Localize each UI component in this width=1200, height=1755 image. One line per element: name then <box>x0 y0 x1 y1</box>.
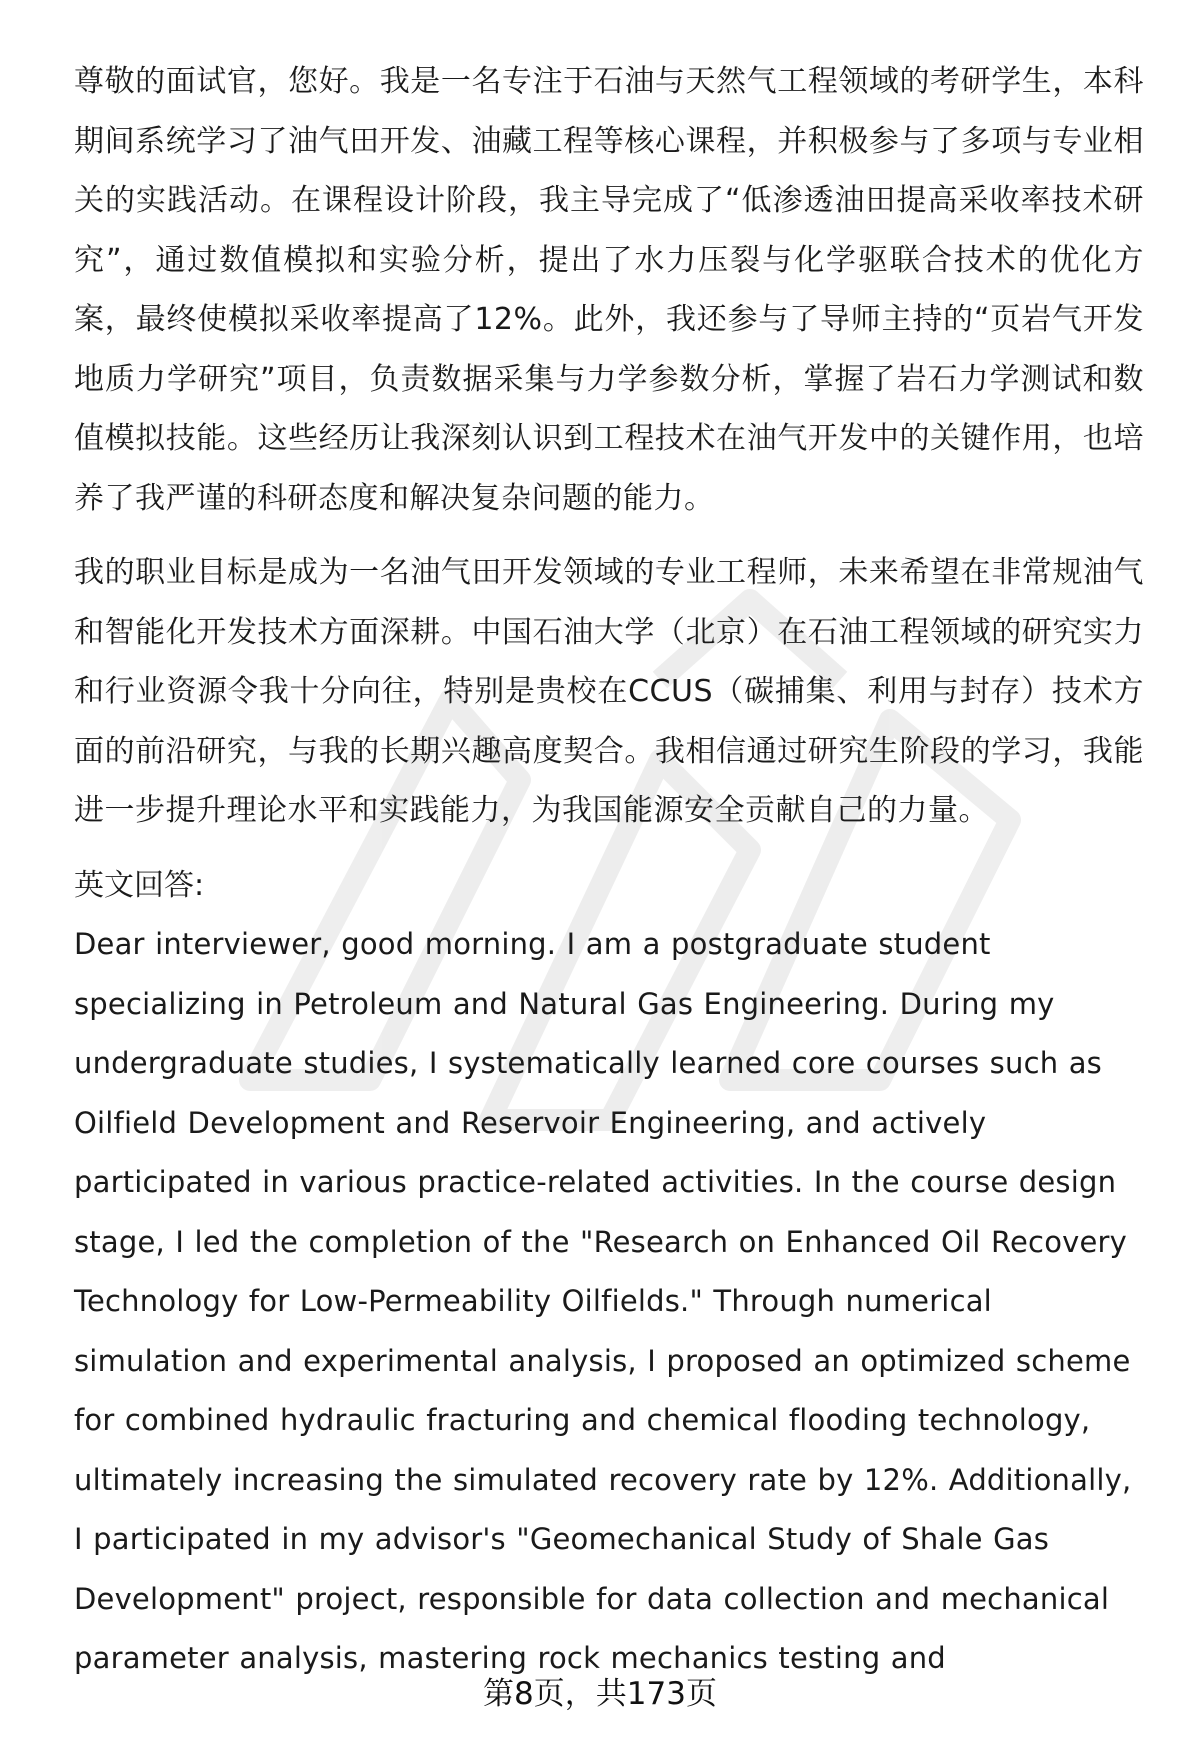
document-body <box>74 52 1144 1689</box>
page-number: 第8页，共173页 <box>483 1676 717 1712</box>
english-paragraph: Dear interviewer, good morning. I am a postgraduate student specializing in Petroleum and Natural Gas Engineering. During my undergraduate studies, I systematically learned core courses such as Oilfield Development and Reservoir Engineering, and actively participated in various practice-related activities. In the course design stage, I led the completion of the "Research on Enhanced Oil Recovery Technology for Low-Permeability Oilfields." Through numerical simulation and experimental analysis, I proposed an optimized scheme for combined hydraulic fracturing and chemical flooding technology, ultimately increasing the simulated recovery rate by 12%. Additionally, I participated in my advisor's "Geomechanical Study of Shale Gas Development" project, responsible for data collection and mechanical parameter analysis, mastering rock mechanics testing and <box>74 927 1132 1675</box>
english-answer-label: 英文回答: <box>74 867 205 903</box>
chinese-paragraph-career-goal: 我的职业目标是成为一名油气田开发领域的专业工程师，未来希望在非常规油气和智能化开发技术方面深耕。中国石油大学（北京）在石油工程领域的研究实力和行业资源令我十分向往，特别是贵校在CCUS（碳捕集、利用与封存）技术方面的前沿研究，与我的长期兴趣高度契合。我相信通过研究生阶段的学习，我能进一步提升理论水平和实践能力，为我国能源安全贡献自己的力量。 <box>74 555 1144 828</box>
chinese-paragraph-intro: 尊敬的面试官，您好。我是一名专注于石油与天然气工程领域的考研学生，本科期间系统学习了油气田开发、油藏工程等核心课程，并积极参与了多项与专业相关的实践活动。在课程设计阶段，我主导完成了“低渗透油田提高采收率技术研究”，通过数值模拟和实验分析，提出了水力压裂与化学驱联合技术的优化方案，最终使模拟采收率提高了12%。此外，我还参与了导师主持的“页岩气开发地质力学研究”项目，负责数据采集与力学参数分析，掌握了岩石力学测试和数值模拟技能。这些经历让我深刻认识到工程技术在油气开发中的关键作用，也培养了我严谨的科研态度和解决复杂问题的能力。 <box>74 64 1144 516</box>
